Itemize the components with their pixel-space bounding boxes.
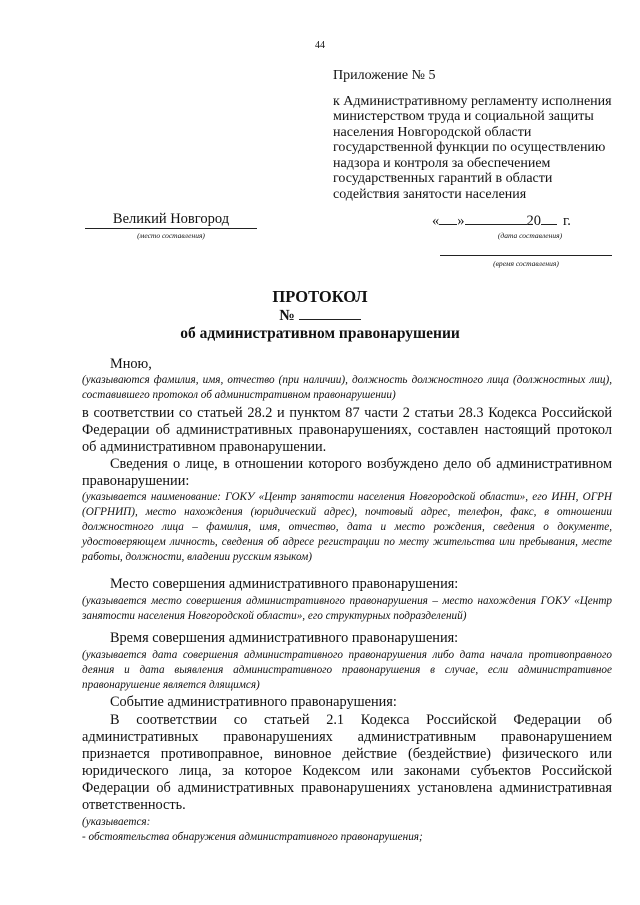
date-open-quote: « (432, 213, 440, 229)
note-inspector: (указываются фамилия, имя, отчество (при наличии), должность должностного лица (должностных лиц), составившего протокол об административном правонарушении) (82, 374, 612, 401)
time-field (440, 254, 612, 256)
note-specify: (указывается: (82, 816, 151, 828)
number-blank (299, 306, 361, 320)
protocol-subtitle: об административном правонарушении (180, 325, 460, 342)
paragraph-time: Время совершения административного правонарушения: (110, 630, 459, 646)
place-field: Великий Новгород (85, 211, 257, 229)
note-offender-info: (указывается наименование: ГОКУ «Центр занятости населения Новгородской области», его ИНН, ОГРН (ОГРНИП), место нахождения (юридический адрес), почтовый адрес, телефон, факс, в отношении должностного лица – фамилия, имя, отчество, дата и место рождения, сведения о документе, удостоверяющем личность, сведения об адресе регистрации по месту жительства или пребывания, месте работы, должности, владении русским языком) (82, 491, 612, 563)
page-number: 44 (315, 40, 325, 51)
number-sign: № (279, 307, 295, 324)
paragraph-by-whom: Мною, (110, 356, 152, 372)
note-place: (указывается место совершения административного правонарушения – место нахождения ГОКУ «Центр занятости населения Новгородской области», его структурных подразделений) (82, 595, 612, 622)
date-caption: (дата составления) (497, 231, 563, 240)
date-year-blank (541, 211, 557, 225)
date-day-blank (439, 211, 457, 225)
paragraph-definition: В соответствии со статьей 2.1 Кодекса Российской Федерации об административных правонарушениях административным правонарушением признается противоправное, виновное действие (бездействие) физического или юридического лица, за которое Кодексом или законами субъектов Российской Федерации об административных правонарушениях установлена административная ответственность. (82, 712, 612, 813)
date-year-prefix: 20 (526, 213, 541, 229)
appendix-body: к Административному регламенту исполнения министерством труда и социальной защиты населения Новгородской области государственной функции по осуществлению надзора и контроля за обеспечением государственных гарантий в области содействия занятости населения (333, 93, 612, 202)
protocol-title: ПРОТОКОЛ (272, 287, 368, 306)
date-field (432, 211, 612, 230)
place-caption: (место составления) (137, 231, 205, 240)
date-close-quote: » (457, 213, 465, 229)
date-month-blank (465, 211, 527, 225)
paragraph-event: Событие административного правонарушения: (110, 694, 397, 710)
appendix-block (333, 68, 613, 202)
paragraph-legal-basis: в соответствии со статьей 28.2 и пунктом 87 части 2 статьи 28.3 Кодекса Российской Федерации об административных правонарушениях, составлен настоящий протокол об административном правонарушении. (82, 405, 612, 455)
date-suffix: г. (563, 213, 571, 229)
note-time: (указывается дата совершения административного правонарушения либо дата начала противоправного деяния и дата выявления административного правонарушения в случае, если административное правонарушение является длящимся) (82, 649, 612, 691)
appendix-title: Приложение № 5 (333, 68, 436, 83)
time-caption: (время составления) (493, 259, 559, 268)
note-circumstances: - обстоятельства обнаружения административного правонарушения; (82, 831, 423, 843)
paragraph-place: Место совершения административного правонарушения: (110, 576, 459, 592)
paragraph-offender-info: Сведения о лице, в отношении которого возбуждено дело об административном правонарушении: (82, 456, 612, 489)
protocol-number (0, 306, 640, 325)
